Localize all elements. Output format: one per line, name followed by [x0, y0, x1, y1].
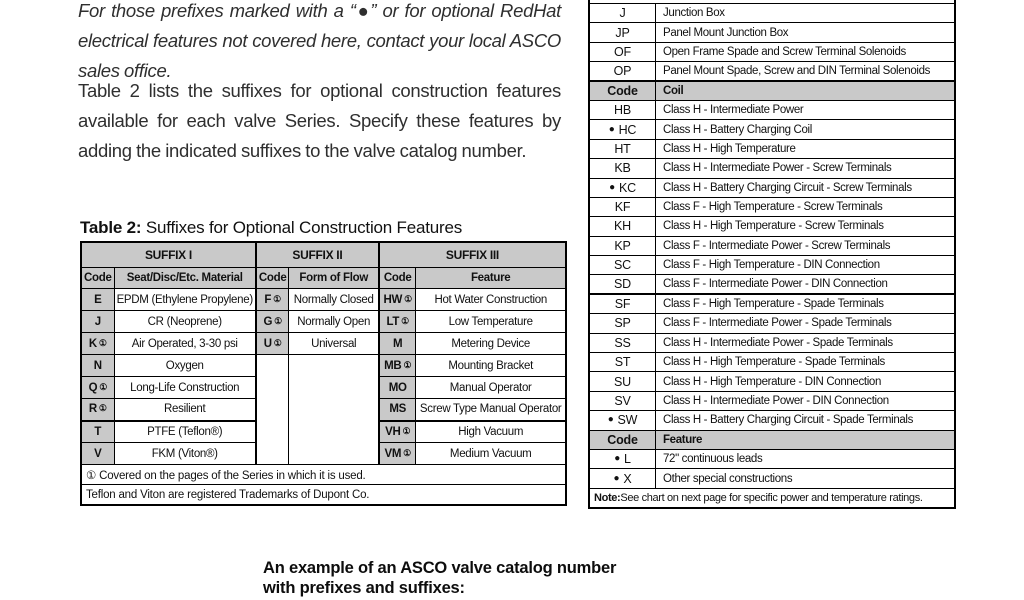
code-cell: J — [590, 4, 656, 22]
code-cell: V — [81, 443, 114, 465]
desc-cell: Universal — [289, 333, 379, 355]
desc-cell: Class H - Intermediate Power - Spade Terminals — [663, 336, 893, 349]
bullet-icon: ● — [607, 414, 614, 426]
bullet-icon: ● — [608, 123, 615, 135]
code-cell: U ① — [256, 333, 289, 355]
code-cell: SU — [590, 372, 656, 390]
code-cell: K ① — [81, 333, 114, 355]
table-row — [590, 62, 954, 81]
code-cell: ST — [590, 353, 656, 371]
code-cell: MB ① — [379, 355, 416, 377]
table-row — [590, 198, 954, 217]
desc-cell: Manual Operator — [416, 377, 566, 399]
desc-cell: Medium Vacuum — [416, 443, 566, 465]
table-row — [590, 450, 954, 469]
code-cell: ● L — [590, 450, 656, 468]
desc-cell: Panel Mount Junction Box — [663, 26, 789, 39]
table-row — [590, 101, 954, 120]
code-cell: SP — [590, 314, 656, 332]
table-row — [81, 289, 566, 311]
table-row — [590, 23, 954, 42]
code-cell: KB — [590, 159, 656, 177]
table-row — [590, 43, 954, 62]
code-cell: SF — [590, 295, 656, 313]
table-row — [590, 353, 954, 372]
footnote-marker-icon: ① — [404, 293, 412, 304]
code-cell: LT ① — [379, 311, 416, 333]
code-cell: HW ① — [379, 289, 416, 311]
desc-cell: Class F - Intermediate Power - Spade Terminals — [663, 317, 892, 330]
table-row — [590, 159, 954, 178]
table2-subheader-row — [81, 268, 566, 289]
table-row — [590, 217, 954, 236]
table-note-row — [590, 489, 954, 509]
column-header: Seat/Disc/Etc. Material — [114, 268, 256, 289]
column-group-header: SUFFIX III — [379, 242, 566, 268]
code-cell: KH — [590, 217, 656, 235]
table-row — [590, 372, 954, 391]
desc-cell: Junction Box — [663, 7, 725, 20]
table-row — [590, 469, 954, 488]
code-column-header: Code — [590, 431, 656, 449]
desc-cell: Class F - High Temperature - Spade Terminals — [663, 298, 884, 311]
table-row — [81, 333, 566, 355]
desc-cell: Class H - Battery Charging Circuit - Screw Terminals — [663, 181, 912, 194]
code-cell: SS — [590, 334, 656, 352]
code-cell: G ① — [256, 311, 289, 333]
code-cell: VH ① — [379, 421, 416, 443]
column-header: Feature — [416, 268, 566, 289]
desc-cell: PTFE (Teflon®) — [114, 421, 256, 443]
desc-cell: Class H - Intermediate Power — [663, 104, 804, 117]
column-header: Code — [256, 268, 289, 289]
code-cell: N — [81, 355, 114, 377]
desc-cell: Other special constructions — [663, 472, 793, 485]
desc-cell: Hot Water Construction — [416, 289, 566, 311]
footnote-marker-icon: ① — [273, 337, 282, 348]
example-heading-line1: An example of an ASCO valve catalog number — [263, 559, 617, 577]
table2-title-label: Table 2: — [80, 218, 142, 237]
code-cell: KF — [590, 198, 656, 216]
table2 — [80, 241, 567, 506]
desc-cell: Low Temperature — [416, 311, 566, 333]
table-row — [590, 179, 954, 198]
table-row — [590, 120, 954, 139]
code-cell: R ① — [81, 399, 114, 421]
table-row — [590, 314, 954, 333]
table-row — [590, 4, 954, 23]
code-cell: ● KC — [590, 179, 656, 197]
footnote-marker-icon: ① — [99, 381, 107, 392]
table-row — [590, 237, 954, 256]
footnote-marker-icon: ① — [274, 315, 282, 326]
table-header-row — [590, 431, 954, 450]
empty-cell — [256, 355, 289, 465]
desc-cell: Class H - High Temperature - Spade Terminals — [663, 356, 885, 369]
code-cell: ● HC — [590, 120, 656, 138]
desc-cell: Class H - High Temperature - DIN Connection — [663, 375, 882, 388]
desc-cell: FKM (Viton®) — [114, 443, 256, 465]
code-cell: HT — [590, 140, 656, 158]
note-text: Note: See chart on next page for specific power and temperature ratings. — [594, 491, 923, 504]
table-row — [590, 295, 954, 314]
desc-cell: Class H - High Temperature - Screw Terminals — [663, 220, 884, 233]
desc-cell: Class F - Intermediate Power - Screw Terminals — [663, 239, 891, 252]
code-cell: OP — [590, 62, 656, 79]
footnote-marker-icon: ① — [273, 293, 281, 304]
code-cell: HB — [590, 101, 656, 119]
desc-cell: Normally Open — [289, 311, 379, 333]
desc-cell: Class F - Intermediate Power - DIN Connection — [663, 278, 888, 291]
desc-column-header: Coil — [663, 84, 684, 97]
code-cell: ● SW — [590, 411, 656, 429]
table2-footnote-row — [81, 465, 566, 485]
table-row — [590, 392, 954, 411]
desc-cell: Open Frame Spade and Screw Terminal Solenoids — [663, 45, 906, 58]
table-row — [81, 311, 566, 333]
table-row — [590, 411, 954, 430]
table-row — [590, 256, 954, 275]
desc-cell: Normally Closed — [289, 289, 379, 311]
code-cell: Q ① — [81, 377, 114, 399]
code-cell: M — [379, 333, 416, 355]
table-header-row — [590, 82, 954, 101]
code-cell: MS — [379, 399, 416, 421]
table2-title-text: Suffixes for Optional Construction Features — [141, 218, 463, 237]
desc-cell: Class H - Intermediate Power - Screw Terminals — [663, 162, 892, 175]
code-cell: SC — [590, 256, 656, 274]
column-group-header: SUFFIX I — [81, 242, 256, 268]
desc-cell: Resilient — [114, 399, 256, 421]
desc-cell: Metering Device — [416, 333, 566, 355]
table-row — [81, 355, 566, 377]
code-column-header: Code — [590, 82, 656, 100]
footnote-marker-icon: ① — [403, 359, 412, 370]
table-row — [590, 275, 954, 294]
column-header: Code — [81, 268, 114, 289]
table2-group-header-row — [81, 242, 566, 268]
example-heading — [263, 559, 663, 598]
footnote-marker-icon: ① — [401, 315, 409, 326]
desc-cell: Class F - High Temperature - Screw Terminals — [663, 201, 883, 214]
code-cell: MO — [379, 377, 416, 399]
footnote-marker-icon: ① — [98, 337, 107, 348]
desc-cell: Screw Type Manual Operator — [416, 399, 566, 421]
desc-cell: EPDM (Ethylene Propylene) — [114, 289, 256, 311]
footnote-marker-icon: ① — [403, 447, 411, 458]
code-cell: E — [81, 289, 114, 311]
bullet-icon: ● — [609, 181, 615, 193]
table2-title — [80, 218, 462, 238]
desc-cell: Oxygen — [114, 355, 256, 377]
code-cell: SV — [590, 392, 656, 410]
bullet-icon: ● — [613, 472, 620, 484]
footnote-text: Teflon and Viton are registered Trademarks of Dupont Co. — [81, 485, 566, 506]
desc-cell: 72" continuous leads — [663, 453, 763, 466]
column-header: Form of Flow — [289, 268, 379, 289]
code-cell: JP — [590, 23, 656, 41]
table-row — [590, 334, 954, 353]
footnote-marker-icon: ① — [402, 425, 411, 436]
desc-cell: Class H - Battery Charging Coil — [663, 123, 812, 136]
desc-cell: CR (Neoprene) — [114, 311, 256, 333]
desc-cell: Class F - High Temperature - DIN Connection — [663, 259, 880, 272]
desc-cell: Panel Mount Spade, Screw and DIN Terminal Solenoids — [663, 64, 931, 77]
code-cell: F ① — [256, 289, 289, 311]
code-cell: VM ① — [379, 443, 416, 465]
column-group-header: SUFFIX II — [256, 242, 379, 268]
table2-footnote-row — [81, 485, 566, 506]
desc-cell: Mounting Bracket — [416, 355, 566, 377]
intro-note: For those prefixes marked with a “●” or for optional RedHat electrical features not covered here, contact your local ASCO sales office. — [78, 0, 561, 81]
code-cell: KP — [590, 237, 656, 255]
table-row — [590, 140, 954, 159]
empty-cell — [289, 355, 379, 465]
bullet-icon: ● — [614, 453, 621, 465]
note-label: Note: — [594, 491, 621, 504]
code-cell: SD — [590, 275, 656, 292]
desc-column-header: Feature — [663, 433, 703, 446]
example-heading-line2: with prefixes and suffixes: — [263, 578, 465, 597]
code-cell: OF — [590, 43, 656, 61]
footnote-marker-icon: ① — [98, 403, 107, 414]
footnote-text: ① Covered on the pages of the Series in which it is used. — [81, 465, 566, 485]
column-header: Code — [379, 268, 416, 289]
desc-cell: Long-Life Construction — [114, 377, 256, 399]
intro-paragraph: Table 2 lists the suffixes for optional construction features available for each valve Series. Specify these features by adding the indicated suffixes to the valve catalog number. — [78, 80, 561, 161]
desc-cell: Class H - High Temperature — [663, 142, 796, 155]
desc-cell: Class H - Battery Charging Circuit - Spade Terminals — [663, 414, 914, 427]
desc-cell: Class H - Intermediate Power - DIN Connection — [663, 395, 889, 407]
prefix-code-table — [588, 0, 956, 509]
code-cell: J — [81, 311, 114, 333]
code-cell: T — [81, 421, 114, 443]
desc-cell: Air Operated, 3-30 psi — [114, 333, 256, 355]
code-cell: ● X — [590, 469, 656, 487]
desc-cell: High Vacuum — [416, 421, 566, 443]
